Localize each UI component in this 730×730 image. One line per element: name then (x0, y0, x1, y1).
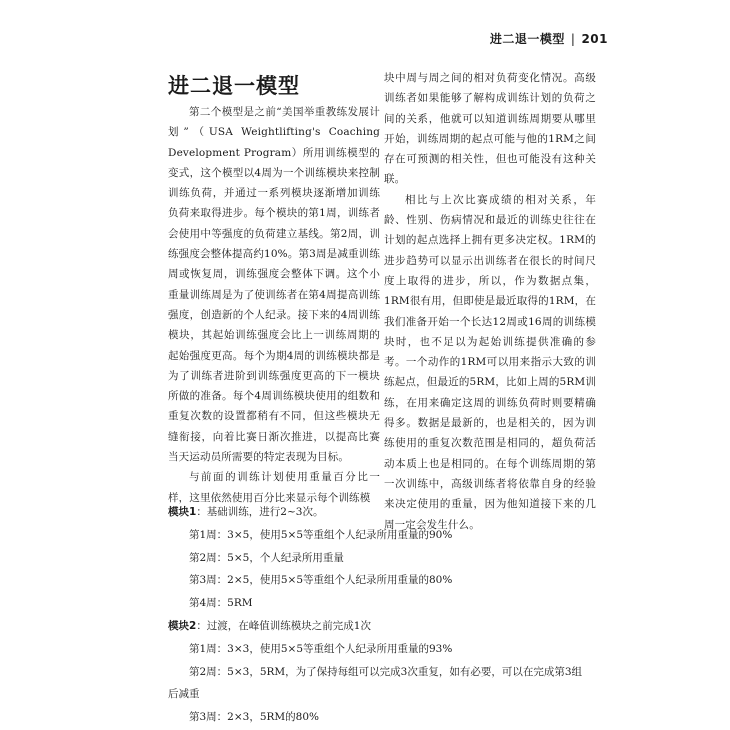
page-number: 201 (581, 31, 608, 46)
module-description: ：基础训练，进行2~3次。 (196, 506, 324, 518)
running-head (490, 30, 608, 47)
module-heading (168, 501, 598, 524)
module-label: 模块2 (168, 619, 197, 632)
module-list (168, 501, 598, 729)
module-description: ：过渡，在峰值训练模块之前完成1次 (196, 619, 371, 632)
paragraph: 第二个模型是之前“美国举重教练发展计划”（USA Weightlifting's Coaching Development Program）所用训练模型的变式，这个模型以4周为一个训练模块来控制训练负荷，并通过一系列模块逐渐增加训练负荷来取得进步。每个模块的第1周，训练者会使用中等强度的负荷建立基线。第2周，训练强度会整体提高约10%。第3周是减重训练周或恢复周，训练强度会整体下调。这个小重量训练周是为了使训练者在第4周提高训练强度，创造新的个人纪录。接下来的4周训练模块，其起始训练强度会比上一训练周期的起始强度更高。每个为期4周的训练模块都是为了训练者进阶到训练强度更高的下一模块所做的准备。每个4周训练模块使用的组数和重复次数的设置都稍有不同，但这些模块无缝衔接，向着比赛日渐次推进，以提高比赛当天运动员所需要的特定表现为目标。 (168, 106, 380, 464)
week-item: 第4周：5RM (189, 597, 253, 610)
running-head-section: 进二退一模型 (489, 32, 565, 46)
paragraph: 相比与上次比赛成绩的相对关系，年龄、性别、伤病情况和最近的训练史往往在计划的起点选择上拥有更多决定权。1RM的进步趋势可以显示出训练者在很长的时间尺度上取得的进步，所以，作为数据点集，1RM很有用，但即使是最近取得的1RM，在我们准备开始一个长达12周或16周的训练模块时，也不足以为起始训练提供准确的参考。一个动作的1RM可以用来指示大致的训练起点，但最近的5RM，比如上周的5RM训练，在用来确定这周的训练负荷时则要精确得多。数据是最新的，也是相关的，因为训练使用的重复次数范围是相同的，超负荷活动本质上也是相同的。在每个训练周期的第一次训练中，高级训练者将依靠自身的经验来决定使用的重量，因为他知道接下来的几周一定会发生什么。 (384, 193, 596, 531)
running-head-separator: | (570, 31, 576, 46)
paragraph: 块中周与周之间的相对负荷变化情况。高级训练者如果能够了解构成训练计划的负荷之间的关系，他就可以知道训练周期要从哪里开始，训练周期的起点可能与他的1RM之间存在可预测的相关性，但也可能没有这种关联。 (384, 72, 596, 186)
module-heading (168, 615, 598, 638)
week-item: 第1周：3×5，使用5×5等重组个人纪录所用重量的90% (189, 528, 453, 541)
week-item-continuation: 后减重 (168, 688, 200, 701)
paragraph: 与前面的训练计划使用重量百分比一样，这里依然使用百分比来显示每个训练模 (168, 471, 380, 504)
right-column (384, 68, 596, 535)
section-title: 进二退一模型 (168, 74, 300, 98)
week-item: 第3周：2×3，5RM的80% (189, 711, 320, 724)
week-item: 第3周：2×5，使用5×5等重组个人纪录所用重量的80% (189, 574, 453, 587)
week-item: 第2周：5×3，5RM，为了保持每组可以完成3次重复，如有必要，可以在完成第3组 (189, 665, 583, 678)
week-item: 第1周：3×3，使用5×5等重组个人纪录所用重量的93% (189, 642, 453, 655)
module-label: 模块1 (168, 506, 197, 518)
left-column (168, 102, 380, 508)
week-item: 第2周：5×5，个人纪录所用重量 (189, 551, 344, 564)
